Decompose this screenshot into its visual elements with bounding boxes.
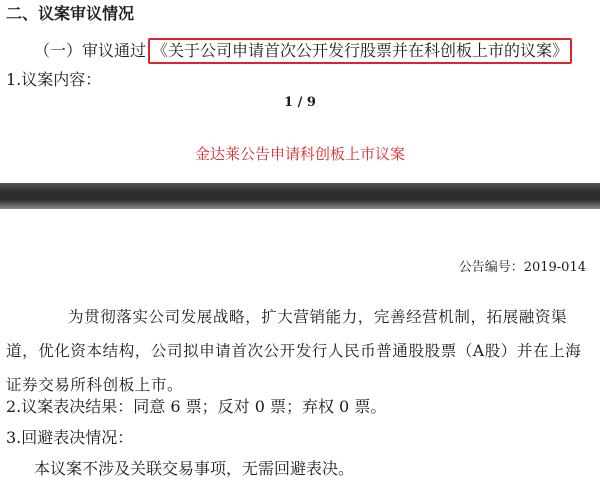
recusal-label: 3.回避表决情况：	[6, 428, 134, 447]
announcement-number: 公告编号：2019-014	[458, 260, 586, 275]
watermark-caption: 金达莱公告申请科创板上市议案	[194, 145, 405, 163]
resolution-prefix: （一）审议通过	[34, 41, 147, 60]
vote-results: 2.议案表决结果：同意 6 票；反对 0 票；弃权 0 票。	[6, 397, 387, 416]
page-number: 1 / 9	[284, 95, 316, 110]
resolution-title: 《关于公司申请首次公开发行股票并在科创板上市的议案》	[152, 41, 569, 60]
content-label: 1.议案内容：	[6, 70, 102, 89]
body-paragraph: 为贯彻落实公司发展战略，扩大营销能力，完善经营机制，拓展融资渠道，优化资本结构，公司拟申请首次公开发行人民币普通股股票（A股）并在上海证券交易所科创板上市。	[6, 308, 582, 394]
section-heading: 二、议案审议情况	[6, 4, 135, 23]
resolution-line	[34, 38, 572, 64]
resolution-title-highlight	[148, 38, 572, 64]
recusal-text: 本议案不涉及关联交易事项，无需回避表决。	[34, 459, 355, 478]
page-break-divider	[0, 183, 600, 209]
